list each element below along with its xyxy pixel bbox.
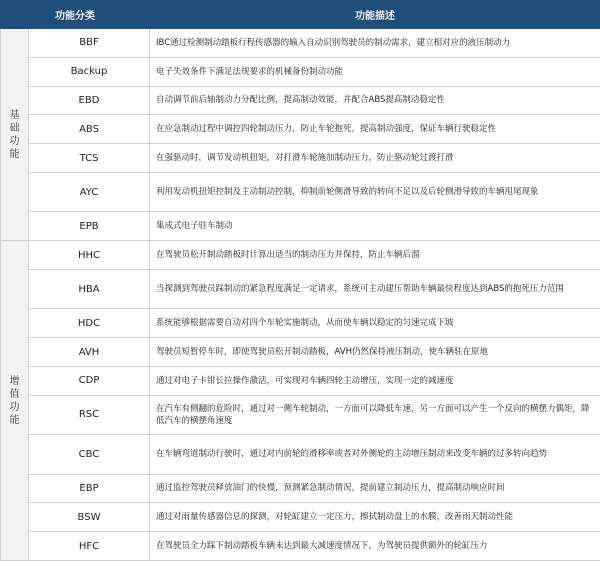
- group-cell: [1, 29, 29, 241]
- function-code: EBD: [29, 86, 150, 115]
- function-code: HBA: [29, 269, 150, 308]
- function-description: 利用发动机扭矩控制及主动制动控制，抑制前轮侧滑导致的转向不足以及后轮侧滑导致的车辆甩尾现象: [150, 172, 600, 211]
- table-row: [1, 503, 600, 532]
- function-description: 集成式电子驻车制动: [150, 212, 600, 241]
- table-row: [1, 144, 600, 173]
- function-description: IBC通过检测制动踏板行程传感器的输入自动识别驾驶员的制动需求，建立相对应的液压制动力: [150, 29, 600, 58]
- function-code: Backup: [29, 57, 150, 86]
- table-row: [1, 212, 600, 241]
- function-code: BSW: [29, 503, 150, 532]
- table-row: [1, 86, 600, 115]
- function-code: RSC: [29, 395, 150, 434]
- table-row: [1, 29, 600, 58]
- function-code: ABS: [29, 115, 150, 144]
- function-description: 电子失效条件下满足法规要求的机械备份制动功能: [150, 57, 600, 86]
- table-row: [1, 309, 600, 338]
- function-description: 通过对电子卡钳长拉操作激活，可实现对车辆四轮主动增压，实现一定的减速度: [150, 366, 600, 395]
- group-cell: [1, 241, 29, 561]
- function-description: 通过监控驾驶员释放油门的快慢，预测紧急制动情况，提前建立制动压力，提高制动响应时间: [150, 474, 600, 503]
- function-code: EBP: [29, 474, 150, 503]
- table-row: [1, 269, 600, 308]
- table-row: [1, 115, 600, 144]
- table-row: [1, 338, 600, 367]
- table-row: [1, 57, 600, 86]
- function-description: 在驾驶员松开制动踏板时计算出适当的制动压力并保持，防止车辆后溜: [150, 241, 600, 270]
- function-description: 通过对雨量传感器信息的探测，对轮缸建立一定压力，擦拭制动盘上的水膜，改善雨天制动性能: [150, 503, 600, 532]
- header-description: 功能描述: [150, 1, 600, 29]
- function-description: 在强驱动时，调节发动机扭矩，对打滑车轮施加制动压力，防止驱动轮过渡打滑: [150, 144, 600, 173]
- function-description: 驾驶员短暂停车时，即使驾驶员松开制动踏板，AVH仍然保持液压制动，使车辆驻在原地: [150, 338, 600, 367]
- function-code: AYC: [29, 172, 150, 211]
- table-row: [1, 395, 600, 434]
- function-code: HDC: [29, 309, 150, 338]
- table-row: [1, 435, 600, 474]
- function-code: HHC: [29, 241, 150, 270]
- group-name: 增值功能: [9, 375, 20, 426]
- function-description: 在应急制动过程中调控四轮制动压力，防止车轮抱死，提高制动强度，保证车辆行驶稳定性: [150, 115, 600, 144]
- table-row: [1, 241, 600, 270]
- function-code: CBC: [29, 435, 150, 474]
- table-row: [1, 366, 600, 395]
- function-code: HFC: [29, 532, 150, 561]
- function-description: 在汽车有侧翻的危险时，通过对一侧车轮制动，一方面可以降低车速，另一方面可以产生一个反向的横摆力偶矩，降低汽车的横摆角速度: [150, 395, 600, 434]
- function-description: 当探测到驾驶员踩制动的紧急程度满足一定请求，系统可主动建压帮助车辆最快程度达到ABS的抱死压力范围: [150, 269, 600, 308]
- function-code: AVH: [29, 338, 150, 367]
- function-code: EPB: [29, 212, 150, 241]
- function-description: 系统能够根据需要自动对四个车轮实施制动，从而使车辆以稳定的匀速完成下坡: [150, 309, 600, 338]
- table-row: [1, 532, 600, 561]
- function-description: 在车辆弯道制动行驶时，通过对内前轮的滑移率或者对外侧轮的主动增压制动来改变车辆的过多转向趋势: [150, 435, 600, 474]
- table-row: [1, 172, 600, 211]
- function-code: TCS: [29, 144, 150, 173]
- function-code: BBF: [29, 29, 150, 58]
- function-code: CDP: [29, 366, 150, 395]
- function-description: 在驾驶员全力踩下制动踏板车辆未达到最大减速度情况下，为驾驶员提供额外的轮缸压力: [150, 532, 600, 561]
- header-category: 功能分类: [1, 1, 150, 29]
- group-name: 基础功能: [9, 109, 20, 160]
- table-header-row: [1, 1, 600, 29]
- table-row: [1, 474, 600, 503]
- function-description: 自动调节前后轴制动力分配比例，提高制动效能，并配合ABS提高制动稳定性: [150, 86, 600, 115]
